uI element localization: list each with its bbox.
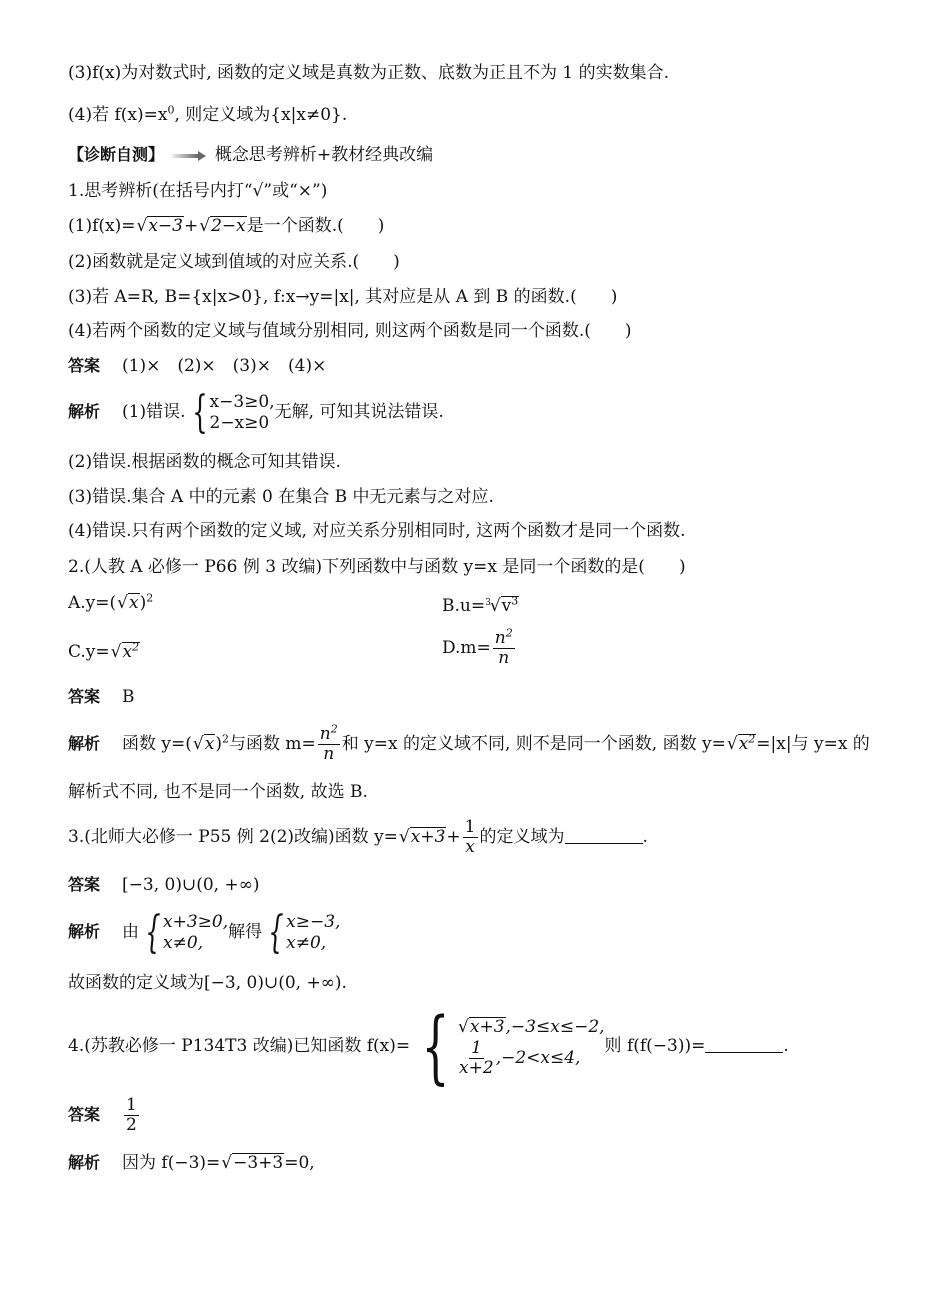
fraction — [318, 722, 340, 764]
text-fragment: 解得 — [228, 922, 263, 942]
square-root-icon: √ — [726, 734, 738, 754]
answer-line — [68, 355, 326, 377]
text-fragment: . — [642, 827, 648, 847]
system-row: x≠0, — [163, 932, 204, 953]
text-line: (3)f(x)为对数式时, 函数的定义域是真数为正数、底数为正且不为 1 的实数集合. — [68, 63, 670, 83]
text-fragment: C.y= — [68, 642, 110, 662]
answer-line — [68, 686, 135, 708]
gradient-arrow-icon — [172, 151, 206, 161]
superscript: 0 — [167, 103, 175, 117]
numerator: 1 — [126, 1095, 137, 1115]
equation-system — [139, 906, 229, 958]
denominator: n — [498, 648, 510, 668]
text-fragment: 函数 y=( — [122, 734, 192, 754]
system-row: x−3≥0, — [209, 391, 275, 412]
fraction — [459, 1039, 494, 1078]
section-title: 【诊断自测】 — [68, 145, 165, 164]
text-fragment: ,−3≤x≤−2, — [505, 1017, 605, 1037]
explanation-line: (3)错误.集合 A 中的元素 0 在集合 B 中无元素与之对应. — [68, 487, 494, 507]
superscript: 2 — [221, 732, 229, 746]
piecewise-definition — [410, 999, 605, 1093]
question-title: 2.(人教 A 必修一 P66 例 3 改编)下列函数中与函数 y=x 是同一个函数的是( ) — [68, 557, 686, 577]
numerator: 1 — [470, 1038, 482, 1058]
text-fragment: B.u= — [442, 596, 486, 616]
explanation-line — [68, 386, 444, 438]
text-fragment: 3.(北师大必修一 P55 例 2(2)改编)函数 y= — [68, 827, 398, 847]
radicand: 2−x — [211, 216, 246, 236]
radicand: x−3 — [148, 216, 183, 236]
question-title — [68, 816, 648, 858]
radicand: x+3 — [469, 1017, 505, 1037]
left-brace-icon: { — [421, 999, 450, 1093]
explanation-line: (4)错误.只有两个函数的定义域, 对应关系分别相同时, 这两个函数才是同一个函数. — [68, 521, 686, 541]
square-root-icon: √ — [136, 216, 148, 236]
answer-label: 答案 — [68, 1105, 101, 1124]
text-fragment: ) — [215, 734, 222, 754]
answer-value: B — [122, 687, 135, 707]
explanation-label: 解析 — [68, 922, 101, 941]
radicand — [501, 596, 520, 615]
answer-label: 答案 — [68, 356, 101, 375]
superscript: 2 — [132, 640, 140, 654]
option-d — [442, 628, 517, 668]
question-item: (4)若两个函数的定义域与值域分别相同, 则这两个函数是同一个函数.( ) — [68, 321, 632, 341]
superscript: 2 — [146, 591, 154, 605]
explanation-line: 故函数的定义域为[−3, 0)∪(0, +∞). — [68, 973, 347, 993]
square-root-icon: √ — [458, 1017, 469, 1037]
text-fragment: . — [783, 1036, 789, 1056]
answer-label: 答案 — [68, 687, 101, 706]
question-item: (3)若 A=R, B={x|x>0}, f:x→y=|x|, 其对应是从 A 到 B 的函数.( ) — [68, 287, 618, 307]
fraction — [463, 818, 478, 857]
denominator: 2 — [126, 1115, 137, 1135]
system-row: x+3≥0, — [163, 911, 229, 932]
text-fragment: 无解, 可知其说法错误. — [274, 402, 444, 422]
option-a — [68, 592, 153, 614]
text-fragment: =|x|与 y=x 的 — [756, 734, 870, 754]
answer-blank[interactable] — [705, 1036, 783, 1053]
fraction — [493, 626, 515, 668]
explanation-line: 解析式不同, 也不是同一个函数, 故选 B. — [68, 782, 368, 802]
square-root-icon: √ — [110, 642, 122, 662]
radicand — [122, 642, 141, 661]
radicand-base: x — [122, 642, 133, 662]
left-brace-icon: { — [191, 386, 208, 438]
denominator: n — [323, 744, 335, 764]
numerator — [318, 722, 340, 745]
text-fragment: 4.(苏教必修一 P134T3 改编)已知函数 f(x)= — [68, 1036, 411, 1056]
question-item: (2)函数就是定义域到值域的对应关系.( ) — [68, 252, 400, 272]
text-fragment: =0, — [284, 1153, 315, 1173]
text-fragment: (1)错误. — [122, 402, 186, 422]
text-fragment: A.y=( — [68, 593, 117, 613]
radical-index: 3 — [485, 598, 491, 608]
explanation-label: 解析 — [68, 734, 101, 753]
system-row: x≥−3, — [286, 911, 341, 932]
option-b — [442, 592, 519, 617]
square-root-icon: √ — [489, 596, 501, 616]
explanation-line: (2)错误.根据函数的概念可知其错误. — [68, 452, 341, 472]
answer-value: [−3, 0)∪(0, +∞) — [122, 875, 260, 895]
text-fragment: 是一个函数.( ) — [246, 216, 385, 236]
equation-system — [186, 386, 275, 438]
square-root-icon: √ — [199, 216, 211, 236]
system-row: 2−x≥0 — [209, 412, 270, 433]
text-fragment: 与函数 m= — [228, 734, 316, 754]
explanation-label: 解析 — [68, 1153, 101, 1172]
radicand: x — [204, 734, 215, 754]
square-root-icon: √ — [117, 593, 129, 613]
text-fragment: (1)f(x)= — [68, 216, 136, 236]
text-fragment: 和 y=x 的定义域不同, 则不是同一个函数, 函数 y= — [341, 734, 726, 754]
answer-label: 答案 — [68, 875, 101, 894]
square-root-icon: √ — [192, 734, 204, 754]
fraction — [124, 1096, 139, 1135]
section-subtitle: 概念思考辨析+教材经典改编 — [214, 145, 434, 165]
radicand — [738, 734, 757, 753]
text-fragment: (4)若 f(x)=x — [68, 105, 168, 125]
explanation-line — [68, 1152, 315, 1174]
radicand: x — [129, 593, 139, 613]
text-fragment: 由 — [122, 922, 140, 942]
square-root-icon: √ — [398, 827, 410, 847]
piecewise-row — [457, 1039, 605, 1078]
denominator: x+2 — [459, 1058, 494, 1078]
text-fragment: 因为 f(−3)= — [122, 1153, 221, 1173]
section-header — [68, 144, 433, 166]
text-fragment: ) — [139, 593, 147, 613]
square-root-icon: √ — [221, 1153, 233, 1173]
text-line — [68, 104, 347, 126]
left-brace-icon: { — [145, 906, 161, 958]
question-title — [68, 999, 789, 1093]
question-item — [68, 215, 384, 237]
superscript: 3 — [511, 594, 519, 608]
text-fragment: + — [446, 827, 461, 847]
text-fragment: , 则定义域为{x|x≠0}. — [174, 105, 348, 125]
text-fragment: 的定义域为 — [479, 827, 565, 847]
superscript: 2 — [748, 732, 756, 746]
radicand: x+3 — [410, 827, 446, 847]
text-fragment: + — [183, 216, 199, 236]
left-brace-icon: { — [268, 906, 284, 958]
text-fragment: 则 f(f(−3))= — [604, 1036, 706, 1056]
answer-blank[interactable] — [565, 827, 643, 844]
superscript: 2 — [505, 626, 513, 640]
answer-value: (1)× (2)× (3)× (4)× — [122, 356, 327, 376]
denominator: x — [465, 837, 475, 857]
radicand-base: v — [501, 596, 512, 616]
radicand-base: x — [738, 734, 749, 754]
equation-system — [262, 906, 341, 958]
text-fragment: ,−2<x≤4, — [495, 1048, 581, 1068]
superscript: 2 — [330, 722, 338, 736]
answer-line — [68, 874, 260, 896]
explanation-line — [68, 906, 341, 958]
question-title: 1.思考辨析(在括号内打“√”或“×”) — [68, 181, 328, 201]
text-fragment: D.m= — [442, 638, 491, 658]
numerator: 1 — [464, 817, 476, 837]
piecewise-row — [457, 1015, 605, 1039]
numerator-base: n — [319, 724, 331, 744]
explanation-line — [68, 723, 870, 765]
numerator-base: n — [494, 628, 506, 648]
radicand: −3+3 — [233, 1153, 284, 1173]
option-c — [68, 641, 140, 663]
explanation-label: 解析 — [68, 402, 101, 421]
system-row: x≠0, — [286, 932, 327, 953]
answer-line — [68, 1093, 141, 1137]
numerator — [493, 626, 515, 649]
